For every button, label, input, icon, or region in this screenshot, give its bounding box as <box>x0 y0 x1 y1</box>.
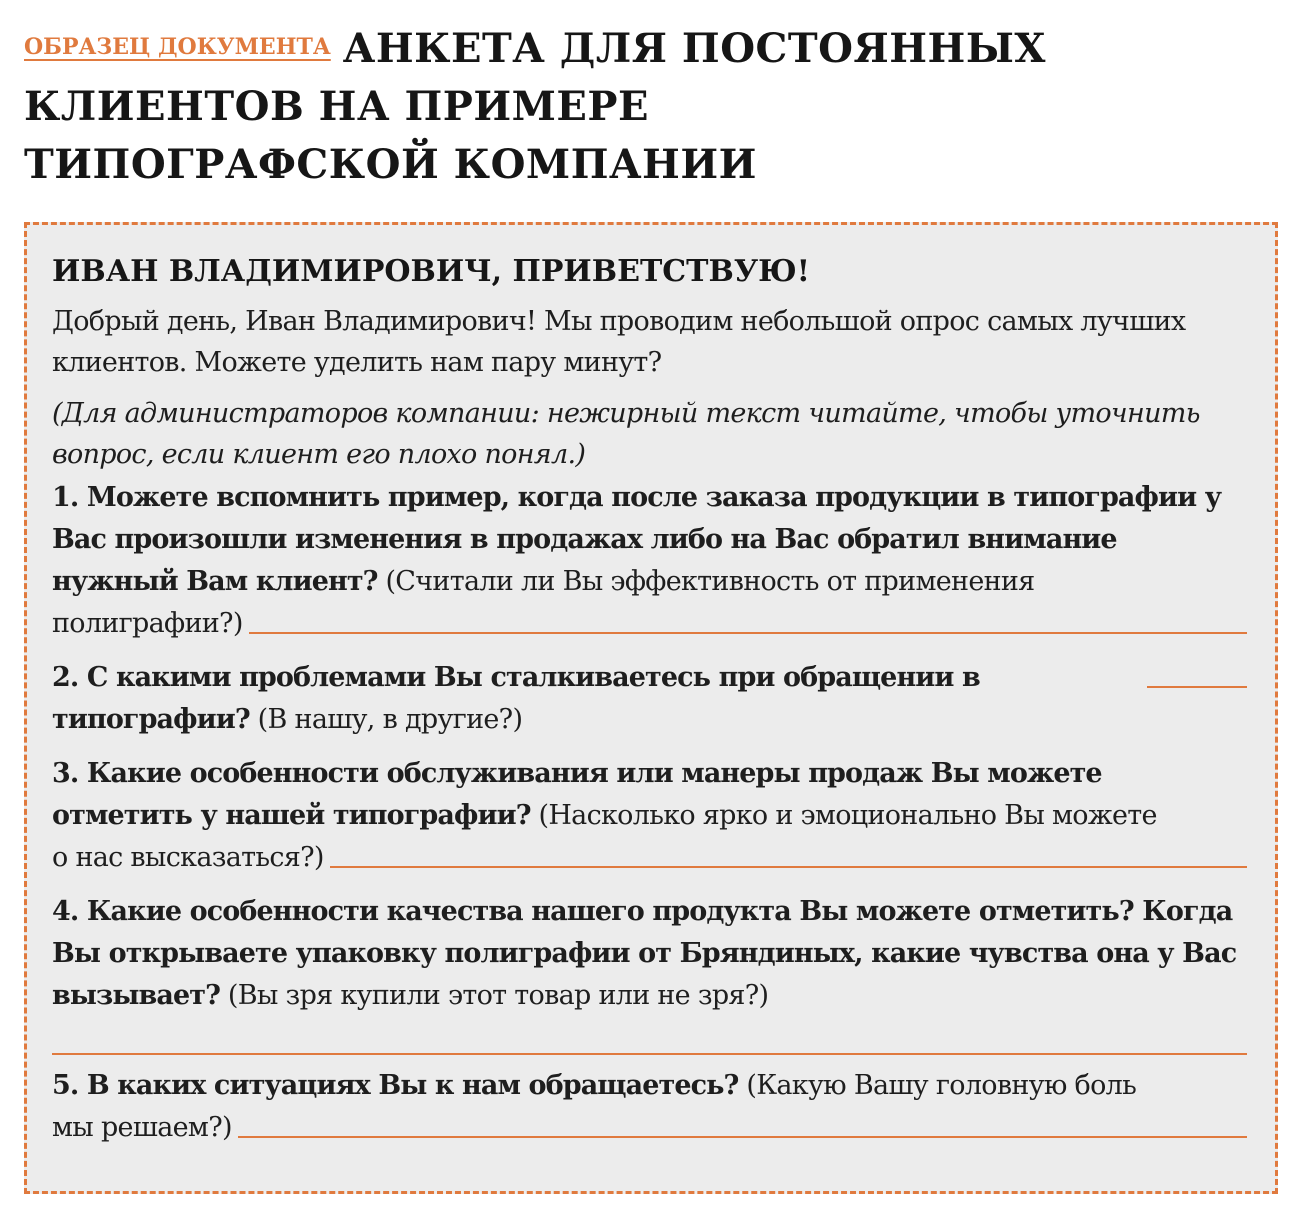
document-header <box>24 18 1064 194</box>
question-5-text: 5. В каких ситуациях Вы к нам обращаетесь? <box>52 1070 739 1101</box>
question-1-hint-end: полиграфии?) <box>52 608 243 639</box>
answer-line-1[interactable] <box>249 632 1247 634</box>
question-4-text: 4. Какие особенности качества нашего продукта Вы можете отметить? Когда Вы открываете упаковку полиграфии от Бряндиных, какие чувства она у Вас вызывает? <box>52 896 1237 1011</box>
questionnaire-card <box>24 222 1278 1194</box>
answer-line-3[interactable] <box>330 866 1247 868</box>
question-3 <box>52 753 1247 879</box>
answer-line-5[interactable] <box>238 1136 1247 1138</box>
document-sample-label: ОБРАЗЕЦ ДОКУМЕНТА <box>24 34 331 60</box>
admin-note: (Для администраторов компании: нежирный текст читайте, чтобы уточнить вопрос, если клиент его плохо понял.) <box>52 398 1200 470</box>
question-3-hint: (Насколько ярко и эмоционально Вы можете <box>530 800 1157 831</box>
question-1-text: 1. Можете вспомнить пример, когда после заказа продукции в типографии у Вас произошли изменения в продажах либо на Вас обратил внимание нужный Вам клиент? <box>52 482 1222 597</box>
answer-line-2[interactable] <box>1147 686 1247 688</box>
question-3-hint-end: о нас высказаться?) <box>52 842 324 873</box>
question-1 <box>52 477 1247 645</box>
question-5-hint-end: мы решаем?) <box>52 1112 232 1143</box>
question-5-hint: (Какую Вашу головную боль <box>738 1070 1137 1101</box>
question-2-text: 2. С какими проблемами Вы сталкиваетесь при обращении в типографии? <box>52 662 980 735</box>
question-2-hint: (В нашу, в другие?) <box>249 704 523 735</box>
page-title <box>24 18 1064 194</box>
intro-text: Добрый день, Иван Владимирович! Мы проводим небольшой опрос самых лучших клиентов. Можете уделить нам пару минут? <box>52 306 1186 378</box>
question-4 <box>52 891 1247 1055</box>
question-2 <box>52 657 1247 741</box>
question-3-text: 3. Какие особенности обслуживания или манеры продаж Вы можете отметить у нашей типографии? <box>52 758 1102 831</box>
question-4-hint: (Вы зря купили этот товар или не зря?) <box>220 980 769 1011</box>
question-5 <box>52 1065 1247 1149</box>
title-text: АНКЕТА ДЛЯ ПОСТОЯННЫХ КЛИЕНТОВ НА ПРИМЕРЕ ТИПОГРАФСКОЙ КОМПАНИИ <box>24 25 1046 188</box>
question-1-hint: (Считали ли Вы эффективность от применения <box>377 566 1035 597</box>
greeting-heading: ИВАН ВЛАДИМИРОВИЧ, ПРИВЕТСТВУЮ! <box>52 254 810 289</box>
